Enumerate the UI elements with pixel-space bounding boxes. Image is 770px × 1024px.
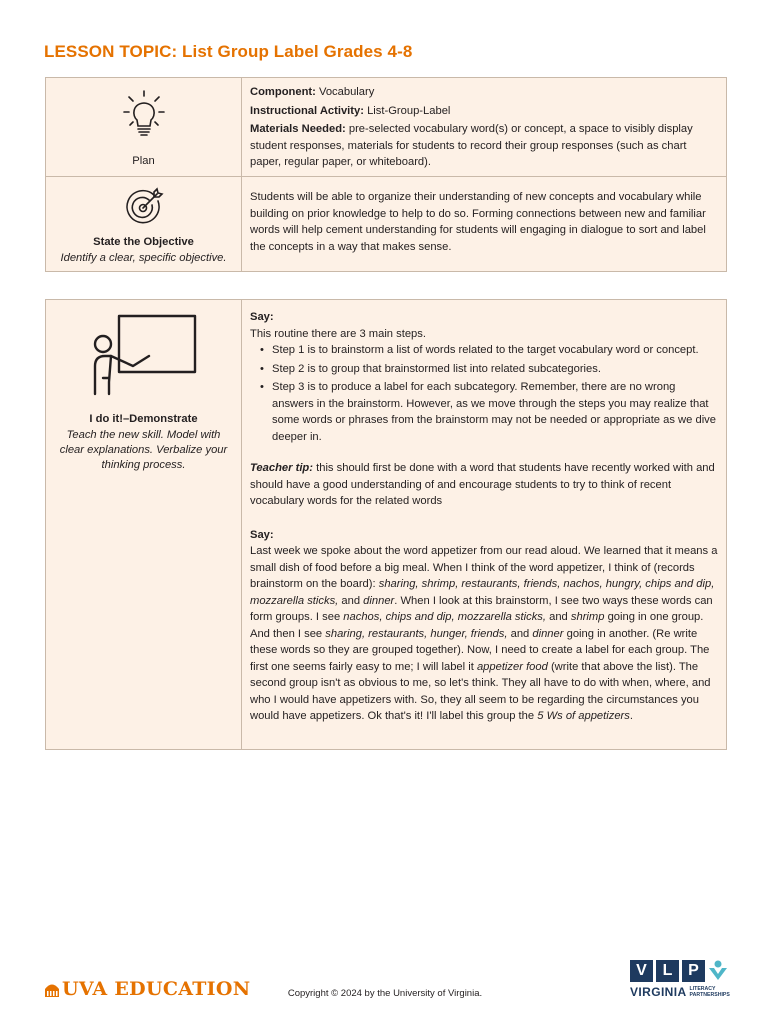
objective-label: State the Objective (93, 236, 194, 248)
plan-cell (46, 78, 242, 176)
example-italic: shrimp (570, 611, 605, 623)
example-italic: 5 Ws of appetizers (537, 710, 630, 722)
objective-sublabel: Identify a clear, specific objective. (60, 252, 227, 264)
example-italic: dinner (363, 594, 395, 607)
objective-text: Students will be able to organize their understanding of new concepts and vocabulary while building on prior knowledge to help to do so. Forming connections between new and familiar words will help cement understanding for students will engaging in dialogue to sort and label the concepts in a way that makes sense. (250, 191, 706, 253)
example-text: and (546, 611, 571, 623)
logo-text: UVA EDUCATION (62, 978, 251, 1000)
teacher-tip-text: this should first be done with a word that students have recently worked with and should have a good understanding of and encourage students to try to think of recent vocabulary words for the related words (250, 462, 715, 507)
person-icon (708, 960, 728, 982)
vlp-letter-p: P (682, 960, 705, 982)
vlp-logo (630, 960, 730, 999)
example-text: . (629, 710, 633, 722)
materials-value: pre-selected vocabulary word(s) or concept, a space to visibly display student responses, materials for students to record their group responses (such as chart paper, regular paper, or whiteboard). (250, 123, 693, 168)
example-text: going in another. (Re write these words so they are grouped together). Now, I need to create a label for each group. The first one seems fairly easy to me; I will label it (250, 627, 710, 673)
list-item: • Step 3 is to produce a label for each subcategory. Remember, there are no wrong answers in the brainstorm. However, as we move through the steps you may realize that some words or phrases from the brainstorm may not be needed or appropriate as we dive deeper in. (272, 379, 718, 445)
plan-label: Plan (132, 155, 155, 167)
example-italic: dinner (532, 627, 564, 640)
example-italic: appetizer food (476, 660, 548, 673)
steps-list (250, 342, 718, 445)
vlp-state: VIRGINIA (630, 985, 687, 999)
list-item: • Step 2 is to group that brainstormed list into related subcategories. (272, 361, 718, 378)
list-item: • Step 1 is to brainstorm a list of words related to the target vocabulary word or concept. (272, 342, 718, 359)
intro-text: This routine there are 3 main steps. (250, 327, 426, 340)
demonstrate-table (45, 299, 727, 750)
vlp-letter-l: L (656, 960, 679, 982)
say-heading-2: Say: (250, 528, 274, 541)
plan-table (45, 77, 727, 272)
teacher-tip-label: Teacher tip: (250, 462, 313, 474)
page-title: LESSON TOPIC: List Group Label Grades 4-8 (44, 42, 413, 61)
example-paragraph (250, 543, 718, 725)
demonstrate-sublabel: Teach the new skill. Model with clear explanations. Verbalize your thinking process. (59, 429, 228, 471)
example-text: Last week we spoke about the word appetizer from our read aloud. We learned that it means a small dish of food before a big meal. When I think of the word appetizer, I think of (records brainstorm on the board): (250, 545, 718, 590)
plan-details (242, 78, 726, 176)
objective-row (46, 176, 726, 271)
target-icon (46, 177, 241, 227)
say-heading-1: Say: (250, 311, 274, 323)
example-text: and (507, 627, 533, 640)
teacher-tip (250, 460, 718, 510)
vlp-partnerships (690, 986, 730, 998)
example-italic: sharing, restaurants, hunger, friends, (325, 627, 508, 640)
example-text: and (338, 594, 364, 607)
vlp-subtitle (630, 985, 730, 999)
copyright-text: Copyright © 2024 by the University of Virginia. (287, 988, 483, 999)
demonstrate-content (242, 300, 726, 749)
vlp-letter-v: V (630, 960, 653, 982)
demonstrate-row (46, 300, 726, 749)
objective-cell (46, 177, 242, 271)
example-text: (write that above the list). The second group isn't as obvious to me, so let's think. They all have to do with when, where, and who I would have appetizers with. So, they all seem to be regarding the circumstances you would have appetizers. Ok that's it! I'll label this group the (250, 660, 711, 722)
demonstrate-label: I do it!–Demonstrate (89, 413, 198, 425)
plan-row (46, 78, 726, 176)
component-value: Vocabulary (318, 86, 375, 98)
activity-value: List-Group-Label (367, 104, 451, 117)
vlp-sub1: LITERACY (689, 986, 716, 992)
lightbulb-icon (46, 78, 241, 138)
vlp-sub2: PARTNERSHIPS (689, 992, 730, 998)
activity-label: Instructional Activity: (250, 104, 364, 117)
component-label: Component: (250, 86, 316, 98)
example-italic: nachos, chips and dip, mozzarella sticks, (343, 611, 546, 623)
vlp-letters (630, 960, 730, 982)
example-text: going in one group. And then I see (250, 611, 704, 640)
materials-label: Materials Needed: (250, 123, 346, 135)
teacher-board-icon (46, 300, 241, 402)
example-italic: sharing, shrimp, restaurants, friends, nachos, hungry, chips and dip, mozzarella sticks, (250, 578, 715, 607)
example-text: . When I look at this brainstorm, I see two ways these words can form groups. I see (250, 594, 713, 623)
demonstrate-cell (46, 300, 242, 749)
